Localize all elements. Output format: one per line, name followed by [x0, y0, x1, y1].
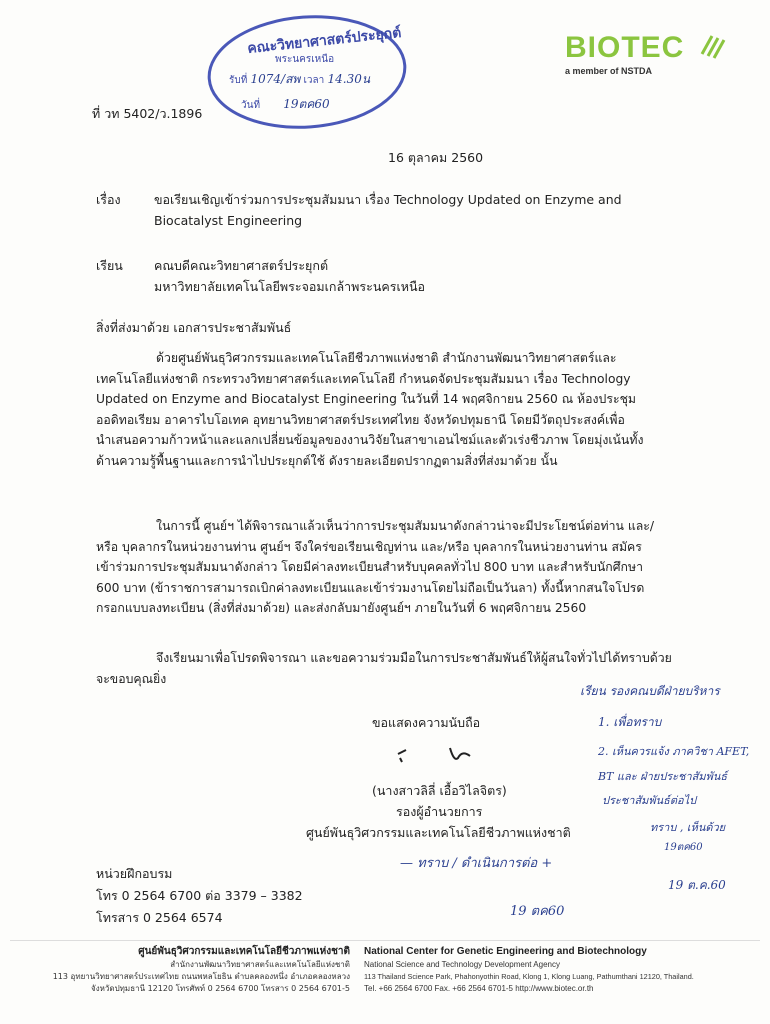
closing: ขอแสดงความนับถือ	[372, 715, 481, 730]
para3-line: จึงเรียนมาเพื่อโปรดพิจารณา และขอความร่วมมือในการประชาสัมพันธ์ให้ผู้สนใจทั่วไปได้ทราบด้วย	[156, 651, 672, 665]
body-paragraph-2	[96, 516, 681, 619]
handwritten-note: BT และ ฝ่ายประชาสัมพันธ์	[598, 770, 728, 783]
body-paragraph-1	[96, 348, 681, 471]
signer-name: (นางสาวลิลี่ เอื้อวิไลจิตร)	[372, 783, 507, 798]
footer-th-address-1: 113 อุทยานวิทยาศาสตร์ประเทศไทย ถนนพหลโยธิน ตำบลคลองหนึ่ง อำเภอคลองหลวง	[52, 972, 350, 981]
stamp-date: 19ตค60	[283, 97, 330, 111]
handwritten-note: ประชาสัมพันธ์ต่อไป	[602, 794, 697, 807]
to-line-2: มหาวิทยาลัยเทคโนโลยีพระจอมเกล้าพระนครเหนือ	[154, 279, 426, 294]
footer-en-address: 113 Thailand Science Park, Phahonyothin Road, Klong 1, Klong Luang, Pathumthani 12120, Thailand.	[364, 972, 694, 981]
footer-en-contact: Tel. +66 2564 6700 Fax. +66 2564 6701-5 http://www.biotec.or.th	[364, 984, 594, 993]
handwritten-note: 19 ต.ค.60	[668, 878, 726, 892]
stamp-receipt-row	[229, 70, 370, 89]
para2-line: กรอกแบบลงทะเบียน (สิ่งที่ส่งมาด้วย) และส่งกลับมายังศูนย์ฯ ภายในวันที่ 6 พฤศจิกายน 2560	[96, 601, 587, 615]
biotec-brand: BIOTEC	[565, 31, 685, 64]
para2-line: ในการนี้ ศูนย์ฯ ได้พิจารณาแล้วเห็นว่าการประชุมสัมมนาดังกล่าวน่าจะมีประโยชน์ต่อท่าน และ/	[156, 519, 655, 533]
footer-thai	[20, 944, 350, 995]
stamp-org: คณะวิทยาศาสตร์ประยุกต์	[246, 24, 403, 58]
handwritten-note: 19ตค60	[664, 842, 703, 853]
letter-date: 16 ตุลาคม 2560	[388, 150, 484, 165]
para1-line: Updated on Enzyme and Biocatalyst Engineering ในวันที่ 14 พฤศจิกายน 2560 ณ ห้องประชุม	[96, 392, 637, 406]
handwritten-note: 19 ตค60	[510, 904, 565, 919]
stamp-date-row	[241, 95, 330, 114]
handwritten-note: ทราบ , เห็นด้วย	[650, 821, 726, 834]
para3-line: จะขอบคุณยิ่ง	[96, 671, 167, 686]
stamp-time: 14.30น	[327, 72, 371, 86]
handwritten-note: 1. เพื่อทราบ	[598, 715, 662, 729]
to-line-1: คณบดีคณะวิทยาศาสตร์ประยุกต์	[154, 258, 329, 273]
receiving-stamp	[205, 10, 410, 130]
para2-line: เข้าร่วมการประชุมสัมมนาดังกล่าว โดยมีค่าลงทะเบียนสำหรับบุคคลทั่วไป 800 บาท และสำหรับนักศึกษา	[96, 560, 644, 574]
handwritten-note: เรียน รองคณบดีฝ่ายบริหาร	[580, 684, 720, 698]
footer-en-agency: National Science and Technology Development Agency	[364, 960, 560, 969]
stamp-campus: พระนครเหนือ	[275, 54, 335, 65]
enclosure: สิ่งที่ส่งมาด้วย เอกสารประชาสัมพันธ์	[96, 320, 292, 335]
subject-label: เรื่อง	[96, 192, 121, 207]
contact-phone: โทร 0 2564 6700 ต่อ 3379 – 3382	[96, 888, 303, 903]
para1-line: ด้านความรู้พื้นฐานและการนำไปประยุกต์ใช้ ดังรายละเอียดปรากฏตามสิ่งที่ส่งมาด้วย นั้น	[96, 453, 558, 468]
para1-line: ด้วยศูนย์พันธุวิศวกรรมและเทคโนโลยีชีวภาพแห่งชาติ สำนักงานพัฒนาวิทยาศาสตร์และ	[156, 351, 617, 365]
para2-line: หรือ บุคลากรในหน่วยงานท่าน ศูนย์ฯ จึงใคร่ขอเรียนเชิญท่าน และ/หรือ บุคลากรในหน่วยงานท่าน สมัคร	[96, 539, 642, 554]
reference-number: ที่ วท 5402/ว.1896	[92, 106, 203, 121]
logo-swoosh-icon	[698, 32, 728, 62]
stamp-date-label: วันที่	[241, 100, 261, 111]
contact-fax: โทรสาร 0 2564 6574	[96, 910, 223, 925]
subject-line-2: Biocatalyst Engineering	[154, 213, 303, 228]
footer-th-agency: สำนักงานพัฒนาวิทยาศาสตร์และเทคโนโลยีแห่งชาติ	[170, 960, 350, 969]
stamp-receipt-label: รับที่	[229, 75, 248, 86]
signer-org: ศูนย์พันธุวิศวกรรมและเทคโนโลยีชีวภาพแห่งชาติ	[306, 825, 571, 840]
stamp-time-label: เวลา	[303, 75, 325, 86]
footer-th-org: ศูนย์พันธุวิศวกรรมและเทคโนโลยีชีวภาพแห่งชาติ	[138, 946, 350, 957]
para1-line: นำเสนอความก้าวหน้าและแลกเปลี่ยนข้อมูลของงานวิจัยในสาขาเอนไซม์และตัวเร่งชีวภาพ โดยมุ่งเน้นทั้ง	[96, 433, 644, 447]
para1-line: ออดิทอเรียม อาคารไบโอเทค อุทยานวิทยาศาสตร์ประเทศไทย จังหวัดปทุมธานี โดยมีวัตถุประสงค์เพื่อ	[96, 412, 625, 427]
subject-line-1: ขอเรียนเชิญเข้าร่วมการประชุมสัมมนา เรื่อง Technology Updated on Enzyme and	[154, 192, 622, 207]
para1-line: เทคโนโลยีแห่งชาติ กระทรวงวิทยาศาสตร์และเทคโนโลยี กำหนดจัดประชุมสัมมนา เรื่อง Technology	[96, 371, 631, 386]
signature-mark	[370, 740, 480, 780]
para2-line: 600 บาท (ข้าราชการสามารถเบิกค่าลงทะเบียนและเข้าร่วมงานโดยไม่ถือเป็นวันลา) ทั้งนี้หากสนใจโปรด	[96, 580, 645, 595]
signer-title: รองผู้อำนวยการ	[396, 804, 483, 819]
footer-english	[364, 944, 764, 995]
stamp-receipt-no: 1074/สพ	[250, 72, 301, 86]
to-label: เรียน	[96, 258, 123, 273]
contact-unit: หน่วยฝึกอบรม	[96, 866, 173, 881]
handwritten-note: — ทราบ / ดำเนินการต่อ +	[400, 856, 553, 871]
handwritten-note: 2. เห็นควรแจ้ง ภาควิชา AFET,	[598, 745, 750, 758]
biotec-tagline: a member of NSTDA	[565, 66, 653, 76]
footer-en-org: National Center for Genetic Engineering and Biotechnology	[364, 946, 647, 957]
footer-divider	[10, 940, 760, 941]
footer-th-address-2: จังหวัดปทุมธานี 12120 โทรศัพท์ 0 2564 6700 โทรสาร 0 2564 6701-5	[91, 984, 350, 993]
biotec-logo	[565, 32, 730, 82]
